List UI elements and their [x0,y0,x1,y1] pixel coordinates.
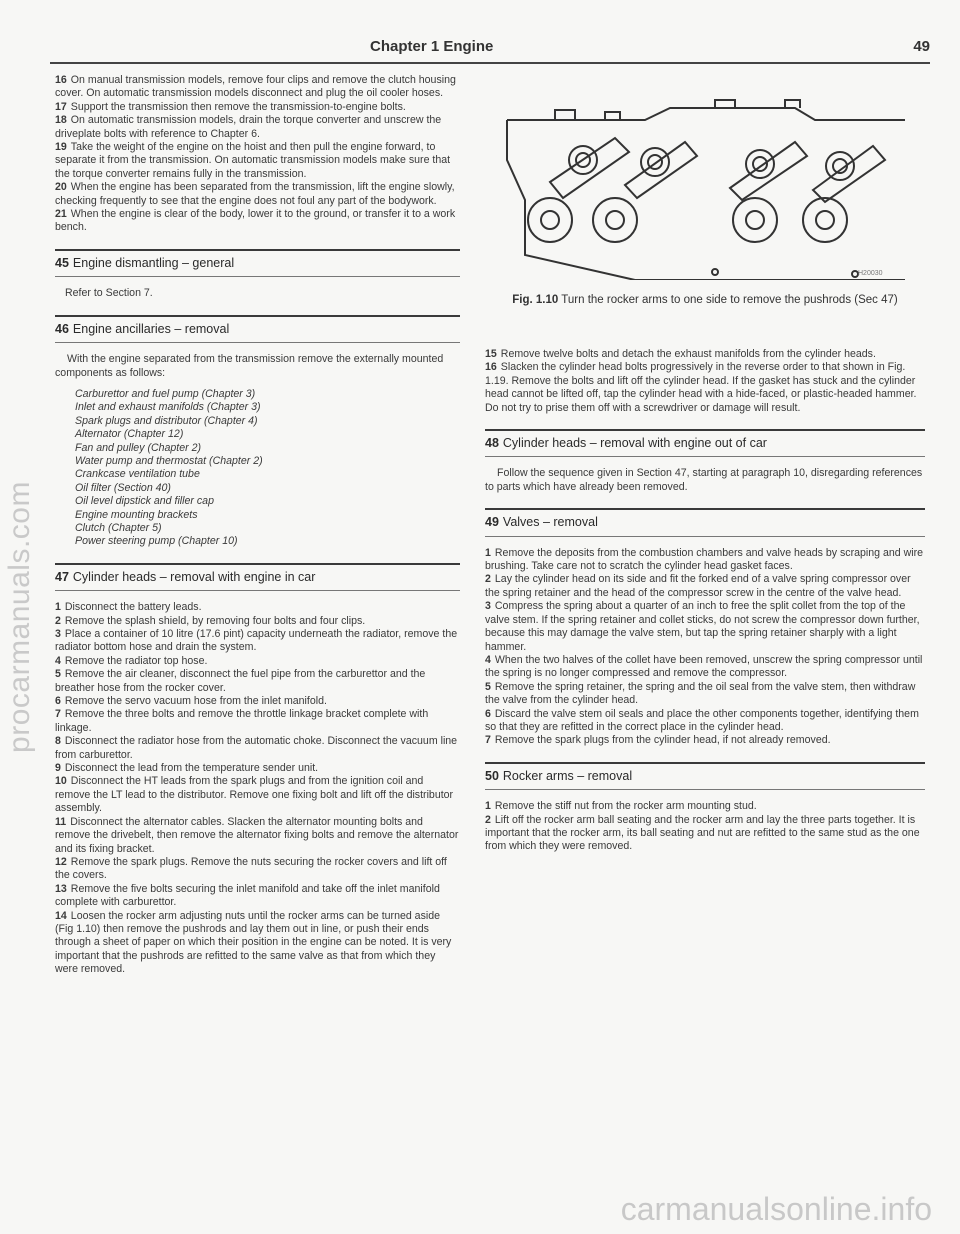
paragraph: 2 Lay the cylinder head on its side and fit the forked end of a valve spring compressor over the spring retainer and the head of the compressor screw in the centre of the valve head. [485,573,911,599]
list-item: Power steering pump (Chapter 10) [75,535,238,548]
list-item: Crankcase ventilation tube [75,468,200,481]
section-rule [485,429,925,431]
paragraph: 20 When the engine has been separated from the transmission, lift the engine slowly, checking frequently to see that the engine does not foul any part of the bodywork. [55,181,455,207]
section-rule [55,276,460,277]
section-48 [485,429,925,494]
paragraph: 21 When the engine is clear of the body, lower it to the ground, or transfer it to a work bench. [55,208,456,234]
paragraph: 1 Disconnect the battery leads. [55,601,202,614]
page-number: 49 [913,38,930,55]
section-heading: 47 Cylinder heads – removal with engine in car [55,569,316,584]
paragraph: 5 Remove the air cleaner, disconnect the fuel pipe from the carburettor and the breather hose from the rocker cover. [55,668,426,694]
paragraph: 2 Lift off the rocker arm ball seating and the rocker arm and lay the three parts together. It is important that the rocker arm, its ball seating and nut are refitted to the same stud as the one from which they were removed. [485,813,920,853]
list-item: Oil level dipstick and filler cap [75,495,214,508]
section-45 [55,249,460,301]
list-item: Inlet and exhaust manifolds (Chapter 3) [75,401,261,414]
list-item: Alternator (Chapter 12) [75,428,184,441]
list-item: Fan and pulley (Chapter 2) [75,441,202,454]
section-rule [485,762,925,764]
list-item: Oil filter (Section 40) [75,481,171,494]
list-item: Engine mounting brackets [75,508,198,521]
rocker-arm-illustration [495,90,915,280]
section-heading: 45 Engine dismantling – general [55,255,235,270]
side-watermark: procarmanuals.com [3,481,36,753]
paragraph: 6 Remove the servo vacuum hose from the inlet manifold. [55,695,327,708]
paragraph: 11 Disconnect the alternator cables. Slacken the alternator mounting bolts and remove the drivebelt, then remove the alternator fixing bolts and remove the alternator and its fixing bracket. [55,815,459,855]
left-column [55,74,460,977]
list-item: Carburettor and fuel pump (Chapter 3) [75,387,256,400]
paragraph: 8 Disconnect the radiator hose from the automatic choke. Disconnect the vacuum line from carburettor. [55,735,458,761]
paragraph: 16 On manual transmission models, remove four clips and remove the clutch housing cover. On automatic transmission models disconnect and plug the oil cooler hoses. [55,74,456,100]
section-heading: 48 Cylinder heads – removal with engine out of car [485,436,767,451]
section-47 [55,563,460,977]
paragraph: 3 Place a container of 10 litre (17.6 pint) capacity underneath the radiator, remove the radiator bottom hose and drain the system. [55,628,458,654]
paragraph: 10 Disconnect the HT leads from the spark plugs and from the ignition coil and remove the LT lead to the distributor. Remove one fixing bolt and lift off the distributor assembly. [55,775,454,815]
paragraph: 3 Compress the spring about a quarter of an inch to free the split collet from the top of the valve stem. If the spring retainer and collet sticks, do not screw the compressor down further, because this may damage the valve stem, but tap the spring retainer sharply with a light hammer. [485,600,920,653]
list-item: Clutch (Chapter 5) [75,521,162,534]
paragraph: 1 Remove the deposits from the combustion chambers and valve heads by scraping and wire brushing. Take care not to scratch the cylinder head gasket faces. [485,546,924,573]
component-list [75,388,460,549]
section-rule [485,789,925,790]
section-rule [485,508,925,510]
page-header [370,38,930,64]
list-item: Spark plugs and distributor (Chapter 4) [75,414,258,427]
section-rule [55,590,460,591]
section-rule [55,342,460,343]
section-heading: 50 Rocker arms – removal [485,768,633,783]
section-rule [485,536,925,537]
paragraph: 7 Remove the spark plugs from the cylinder head, if not already removed. [485,734,831,747]
paragraph: 5 Remove the spring retainer, the spring and the oil seal from the valve stem, then withdraw the valve from the cylinder head. [485,680,916,707]
section-50 [485,762,925,854]
paragraph: 9 Disconnect the lead from the temperature sender unit. [55,762,319,775]
chapter-title: Chapter 1 Engine [370,38,494,55]
section-rule [55,249,460,251]
paragraph: 18 On automatic transmission models, drain the torque converter and unscrew the driveplate bolts with reference to Chapter 6. [55,114,442,140]
header-rule [50,62,930,64]
section-heading: 49 Valves – removal [485,515,598,530]
paragraph: 4 When the two halves of the collet have been removed, unscrew the spring compressor until the spring is no longer compressed and remove the compressor. [485,653,923,680]
list-item: Water pump and thermostat (Chapter 2) [75,454,263,467]
figure-caption: Fig. 1.10 Turn the rocker arms to one side to remove the pushrods (Sec 47) [512,294,898,306]
paragraph: 14 Loosen the rocker arm adjusting nuts until the rocker arms can be turned aside (Fig 1.10) then remove the pushrods and lay them out in line, or push their ends through a sheet of paper on which their position in the engine can be noted. It is very important that the pushrods are refitted to the same valve as that from which they were removed. [55,909,452,976]
section44-continued [55,74,460,235]
section-rule [55,315,460,317]
paragraph: 13 Remove the five bolts securing the inlet manifold and take off the inlet manifold complete with carburettor. [55,882,440,909]
paragraph: Refer to Section 7. [65,287,153,300]
paragraph: 2 Remove the splash shield, by removing four bolts and four clips. [55,614,366,627]
paragraph: 1 Remove the stiff nut from the rocker arm mounting stud. [485,800,757,813]
paragraph: With the engine separated from the transmission remove the externally mounted components as follows: [55,353,444,379]
right-column [485,348,925,854]
paragraph: 17 Support the transmission then remove the transmission-to-engine bolts. [55,100,406,113]
section-heading: 46 Engine ancillaries – removal [55,321,230,336]
paragraph: 19 Take the weight of the engine on the hoist and then pull the engine forward, to separate it from the transmission. On automatic transmission models make sure that the torque converter remains fully in the transmission. [55,141,451,180]
paragraph: Follow the sequence given in Section 47, starting at paragraph 10, disregarding references to parts which have already been removed. [485,467,923,493]
section-rule [55,563,460,565]
paragraph: 7 Remove the three bolts and remove the throttle linkage bracket complete with linkage. [55,708,429,734]
section-49 [485,508,925,748]
paragraph: 15 Remove twelve bolts and detach the exhaust manifolds from the cylinder heads. [485,348,876,360]
paragraph: 4 Remove the radiator top hose. [55,654,208,667]
paragraph: 16 Slacken the cylinder head bolts progressively in the reverse order to that shown in Fig. 1.19. Remove the bolts and lift off the cylinder head. If the gasket has stuck and the cylinder head cannot be lifted off, tap the cylinder head with a hide-faced, or plastic-headed hammer. Do not try to prise them off with a screwdriver or damage will result. [485,361,917,414]
rocker-arm-figure [495,90,915,280]
paragraph: 6 Discard the valve stem oil seals and place the other components together, identifying them so that they are refitted in the correct place in the cylinder head. [485,707,919,733]
bottom-watermark: carmanualsonline.info [620,1191,932,1227]
section-46 [55,315,460,549]
section-rule [485,456,925,457]
paragraph: 12 Remove the spark plugs. Remove the nuts securing the rocker covers and lift off the covers. [55,855,447,882]
figure-code: H20030 [858,270,883,277]
